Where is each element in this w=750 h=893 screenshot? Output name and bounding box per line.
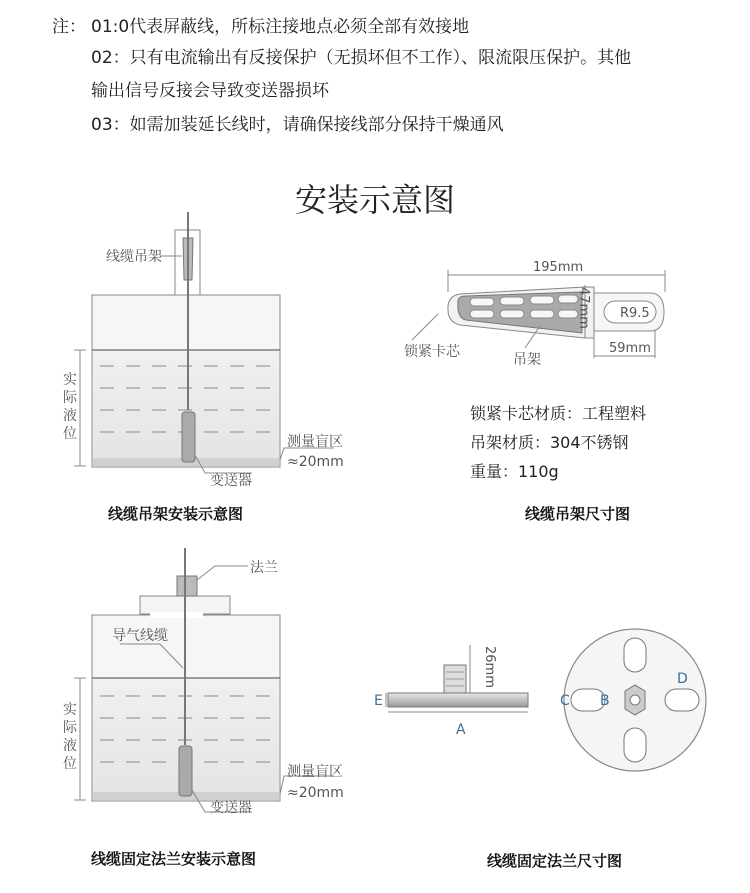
- fig4-label-e: E: [374, 693, 383, 709]
- fig4-hole-top: [624, 638, 646, 672]
- fig1-hanger-label: 线缆吊架: [106, 249, 162, 265]
- page-title: 安装示意图: [294, 181, 455, 219]
- fig4-label-d: D: [677, 671, 688, 687]
- fig4-label-b: B: [600, 693, 610, 709]
- fig3-flange-label: 法兰: [250, 560, 278, 576]
- fig4-gland-hole: [630, 695, 640, 705]
- fig4-label-c: C: [560, 693, 570, 709]
- fig1-transmitter: 变送器: [210, 473, 252, 489]
- fig3-level-char-4: 位: [63, 756, 77, 772]
- fig4-flange-dimensions: [386, 629, 706, 771]
- fig2-width: 195mm: [533, 260, 584, 275]
- fig4-height: 26mm: [482, 646, 497, 688]
- fig3-blind-value: ≈20mm: [287, 785, 344, 801]
- fig1-level-char-2: 际: [63, 390, 77, 406]
- fig4-caption: 线缆固定法兰尺寸图: [487, 852, 623, 870]
- spec-core-material: 锁紧卡芯材质：工程塑料: [470, 404, 647, 423]
- fig1-transmitter-body: [182, 412, 195, 462]
- note-2b: 输出信号反接会导致变送器损坏: [91, 81, 329, 101]
- fig1-level-char-3: 液: [63, 408, 77, 424]
- fig2-caption: 线缆吊架尺寸图: [525, 505, 631, 523]
- fig3-cable-label: 导气线缆: [112, 628, 168, 644]
- fig3-blind-zone: 测量盲区: [287, 764, 343, 780]
- fig2-slot: 59mm: [609, 341, 651, 356]
- fig3-transmitter-body: [179, 746, 192, 796]
- fig4-flange-side-plate: [388, 693, 528, 707]
- fig2-radius: R9.5: [620, 306, 650, 321]
- fig4-hole-right: [665, 689, 699, 711]
- fig4-hole-bottom: [624, 728, 646, 762]
- fig1-blind-zone: 测量盲区: [287, 434, 343, 450]
- fig3-level-char-2: 际: [63, 720, 77, 736]
- fig3-caption: 线缆固定法兰安装示意图: [91, 850, 257, 868]
- fig3-gland: [177, 576, 197, 596]
- note-1: 01:0代表屏蔽线，所标注接地点必须全部有效接地: [91, 17, 470, 37]
- fig3-level-char-3: 液: [63, 738, 77, 754]
- fig3-flange-leader: [197, 566, 248, 580]
- fig2-bracket-label: 吊架: [513, 352, 541, 368]
- spec-weight: 重量：110g: [470, 462, 559, 481]
- fig2-core-label: 锁紧卡芯: [404, 344, 460, 360]
- fig2-height: 47mm: [576, 287, 591, 329]
- note-3: 03：如需加装延长线时，请确保接线部分保持干燥通风: [91, 115, 504, 135]
- fig3-level-char-1: 实: [63, 702, 77, 718]
- fig1-level-char-1: 实: [63, 372, 77, 388]
- fig1-caption: 线缆吊架安装示意图: [108, 505, 244, 523]
- fig1-blind-value: ≈20mm: [287, 454, 344, 470]
- fig1-level-char-4: 位: [63, 426, 77, 442]
- note-prefix: 注：: [52, 17, 86, 37]
- fig3-transmitter: 变送器: [210, 800, 252, 816]
- fig4-label-a: A: [456, 722, 466, 738]
- note-2a: 02：只有电流输出有反接保护（无损坏但不工作）、限流限压保护。其他: [91, 48, 632, 68]
- spec-bracket-material: 吊架材质：304不锈钢: [470, 433, 629, 452]
